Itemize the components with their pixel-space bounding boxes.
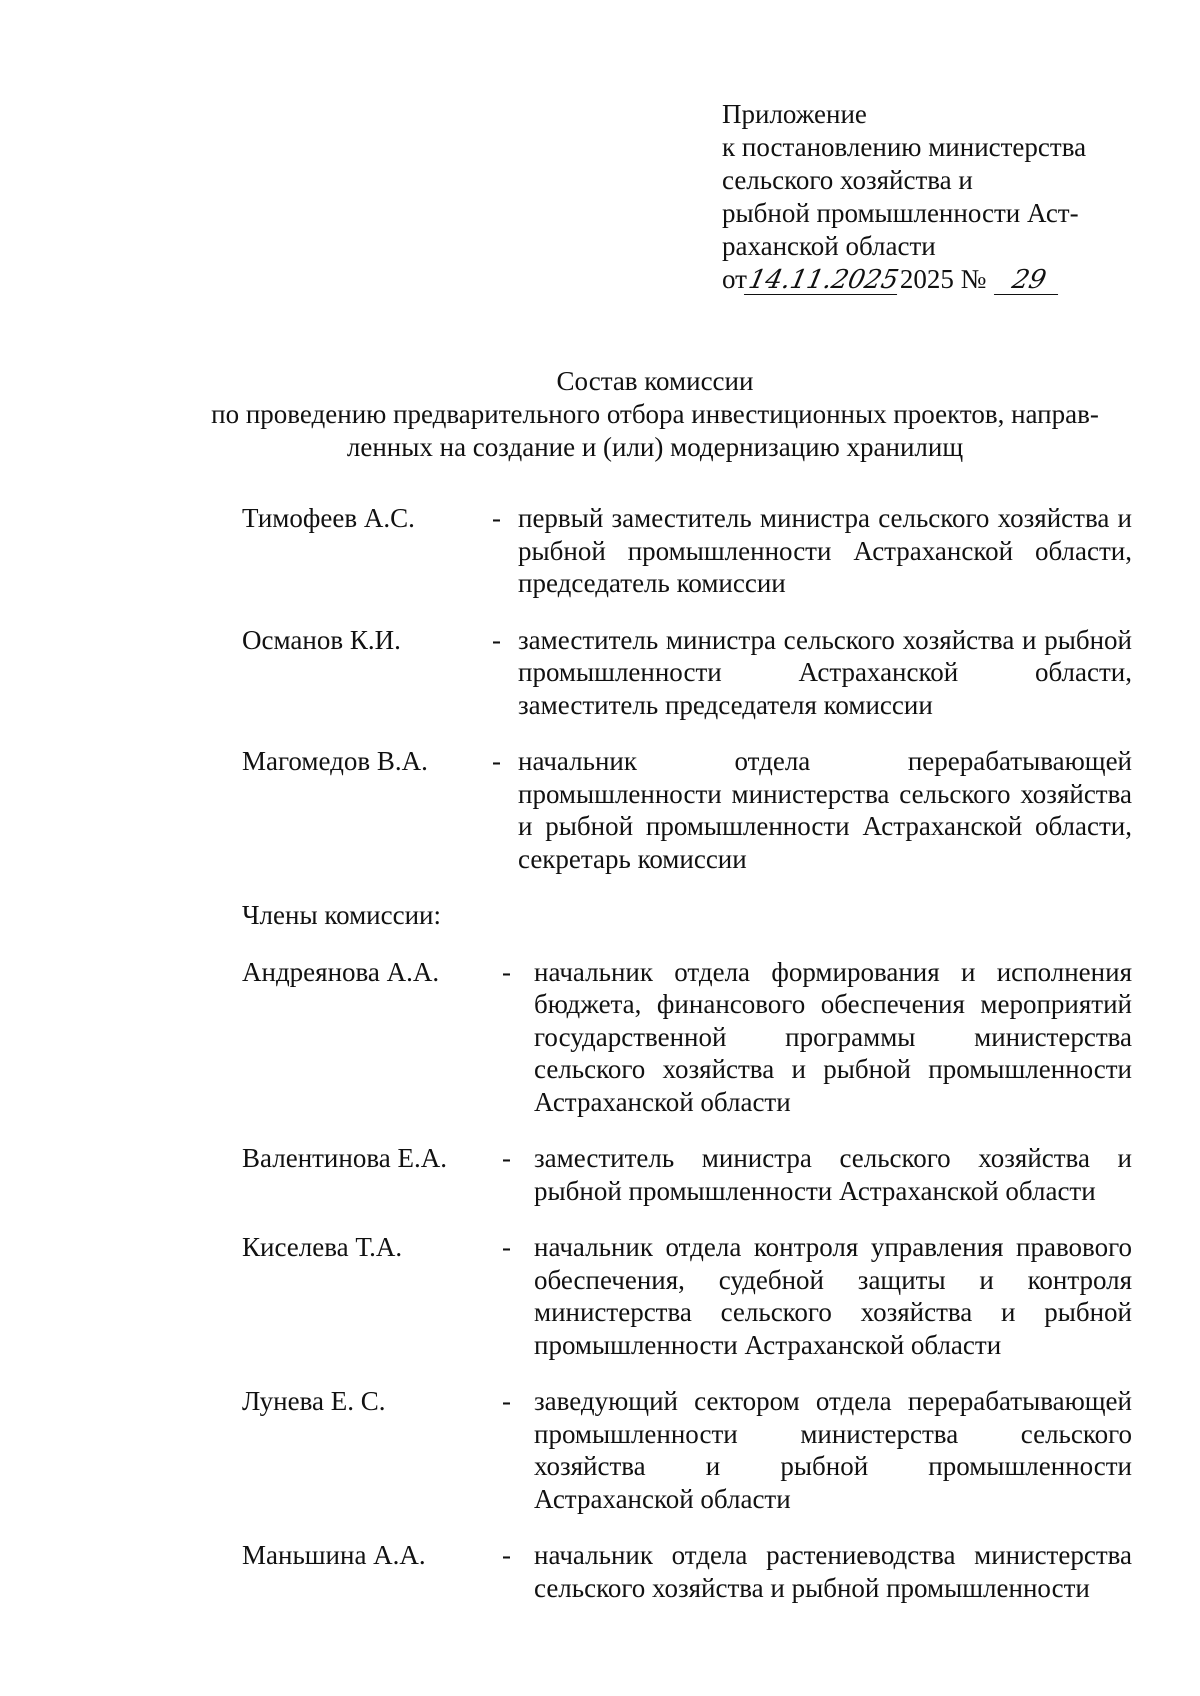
member-name: Магомедов В.А. (242, 746, 428, 776)
appendix-line: к постановлению министерства (722, 132, 1087, 162)
member-name: Андреянова А.А. (242, 956, 440, 987)
member-role: начальник отдела контроля управления правового обеспечения, судебной защиты и контроля министерства сельского хозяйства и рыбной промышленности Астраханской области (534, 1232, 1132, 1360)
commission-list (242, 502, 1132, 1628)
member-role: начальник отдела растениеводства министерства сельского хозяйства и рыбной промышленности (534, 1540, 1132, 1603)
dash-separator: - (502, 1386, 511, 1416)
dash-separator: - (502, 1232, 511, 1262)
member-name: Тимофеев А.С. (242, 503, 415, 533)
commission-row (242, 1539, 1132, 1604)
appendix-header (722, 98, 1122, 296)
dash-separator: - (492, 503, 501, 533)
dash-separator: - (492, 746, 501, 776)
handwritten-date: 14.11.2025 (745, 265, 902, 295)
member-name: Валентинова Е.А. (242, 1143, 447, 1173)
document-title (160, 365, 1150, 464)
member-role: начальник отдела перерабатывающей промышленности министерства сельского хозяйства и рыбной промышленности Астраханской области, секретарь комиссии (518, 746, 1132, 874)
commission-row (242, 1231, 1132, 1361)
appendix-line: Приложение (722, 99, 867, 129)
member-role: заведующий сектором отдела перерабатывающей промышленности министерства сельского хозяйства и рыбной промышленности Астраханской области (534, 1386, 1132, 1514)
appendix-date-line (722, 263, 1122, 296)
date-prefix: от (722, 264, 747, 294)
dash-separator: - (502, 956, 511, 987)
title-line: ленных на создание и (или) модернизацию хранилищ (346, 432, 964, 462)
commission-row (242, 1142, 1132, 1207)
member-name: Лунева Е. С. (242, 1386, 386, 1416)
appendix-line: рыбной промышленности Аст- (722, 198, 1079, 228)
dash-separator: - (502, 1143, 511, 1173)
member-name: Маньшина А.А. (242, 1540, 426, 1570)
dash-separator: - (502, 1540, 511, 1570)
member-role: начальник отдела формирования и исполнения бюджета, финансового обеспечения мероприятий государственной программы министерства сельского хозяйства и рыбной промышленности Астраханской области (534, 956, 1132, 1117)
year-number-label: 2025 № (899, 264, 987, 294)
commission-row (242, 624, 1132, 722)
title-line: Состав комиссии (556, 366, 754, 396)
title-line: по проведению предварительного отбора инвестиционных проектов, направ- (211, 399, 1099, 429)
commission-row (242, 745, 1132, 875)
commission-row (242, 502, 1132, 600)
members-section-label: Члены комиссии: (242, 900, 441, 930)
member-name: Киселева Т.А. (242, 1232, 403, 1262)
member-role: заместитель министра сельского хозяйства и рыбной промышленности Астраханской области, заместитель председателя комиссии (518, 624, 1132, 720)
member-role: первый заместитель министра сельского хозяйства и рыбной промышленности Астраханской области, председатель комиссии (518, 503, 1132, 598)
handwritten-number: 29 (994, 266, 1064, 295)
commission-row (242, 1385, 1132, 1515)
member-role: заместитель министра сельского хозяйства и рыбной промышленности Астраханской области (534, 1143, 1132, 1206)
appendix-line: раханской области (722, 231, 936, 261)
dash-separator: - (492, 624, 501, 655)
commission-row (242, 956, 1132, 1119)
appendix-line: сельского хозяйства и (722, 165, 973, 195)
member-name: Османов К.И. (242, 624, 401, 655)
